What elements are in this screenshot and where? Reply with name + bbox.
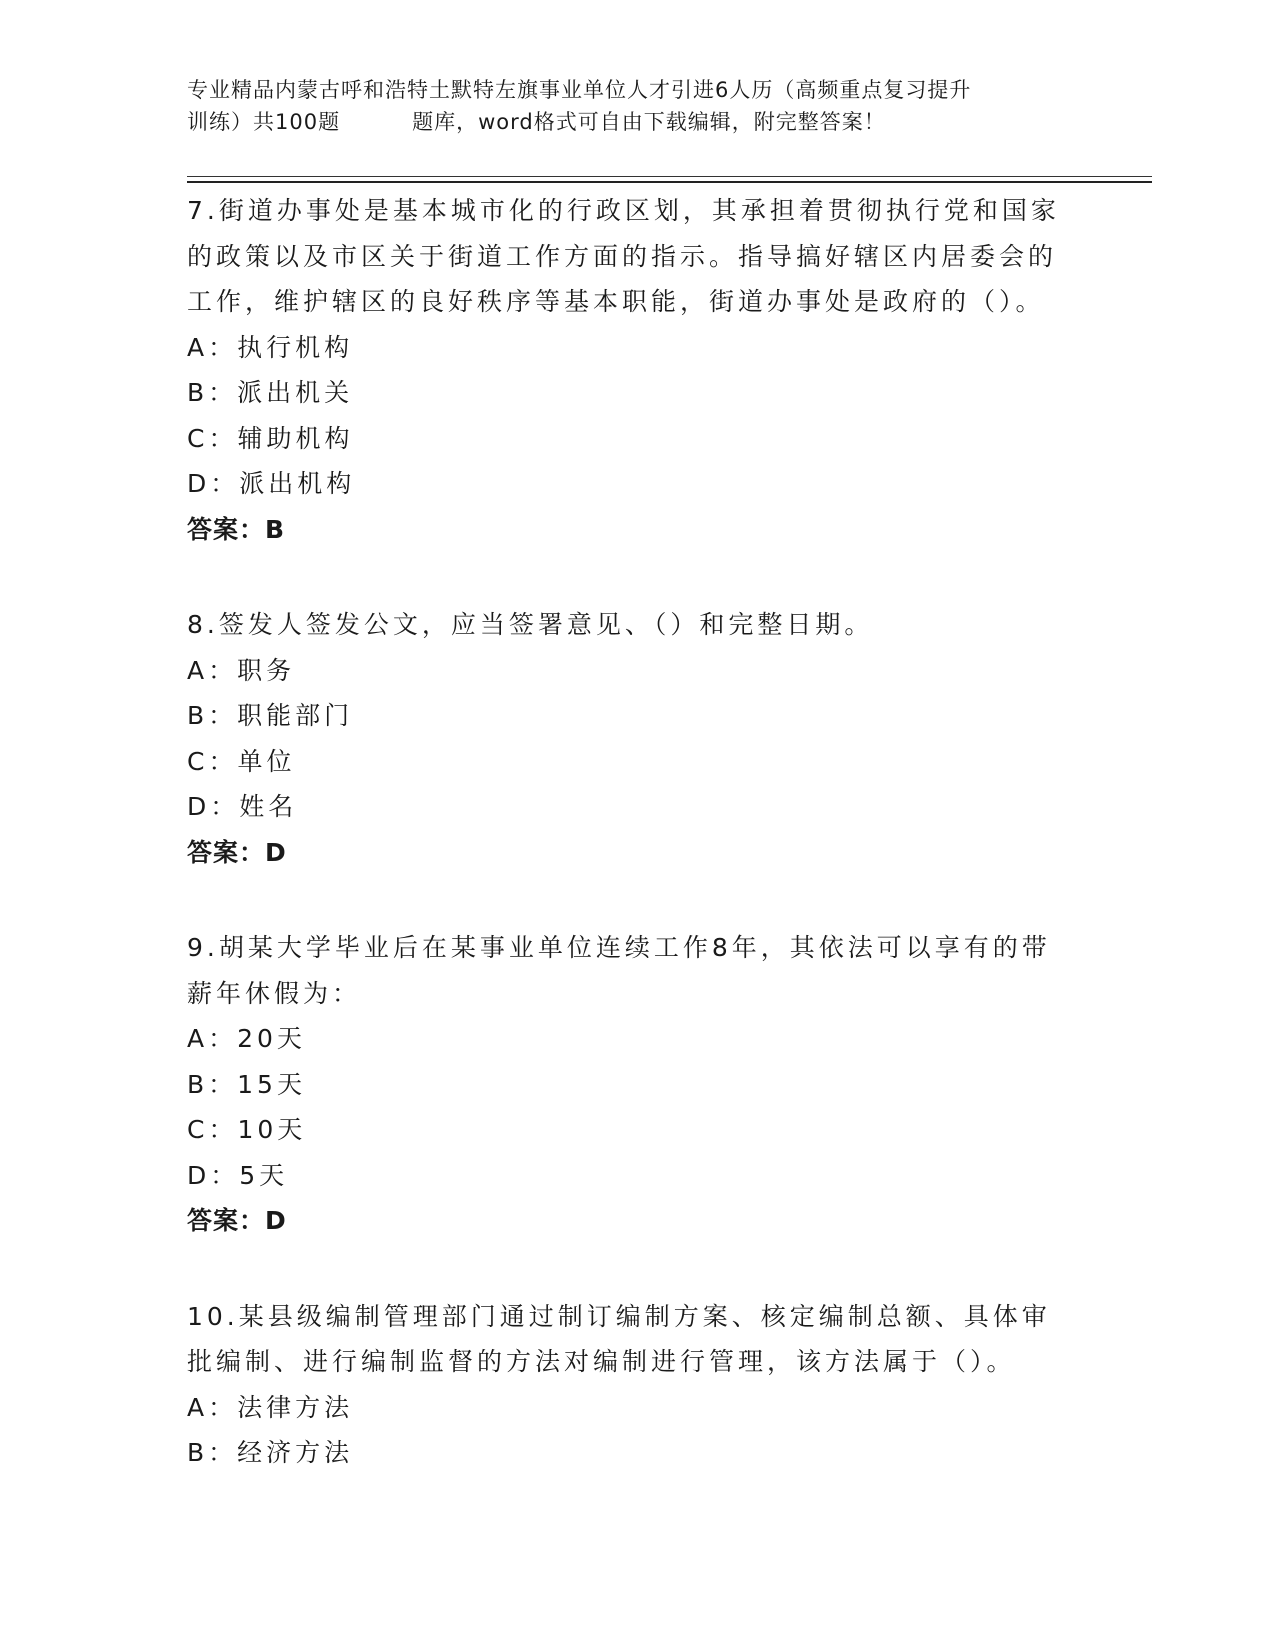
option-a: A：执行机构 bbox=[187, 332, 354, 362]
option-b: B：15天 bbox=[187, 1069, 306, 1099]
question-9 bbox=[187, 925, 1087, 1244]
question-stem: 8.签发人签发公文，应当签署意见、（）和完整日期。 bbox=[187, 610, 874, 639]
question-8 bbox=[187, 602, 1087, 875]
question-stem: 9.胡某大学毕业后在某事业单位连续工作8年，其依法可以享有的带薪年休假为： bbox=[187, 933, 1051, 1008]
option-d: D：姓名 bbox=[187, 792, 298, 821]
answer: 答案：D bbox=[187, 837, 287, 867]
question-10 bbox=[187, 1294, 1087, 1476]
question-list bbox=[187, 188, 1087, 1526]
option-a: A：法律方法 bbox=[187, 1392, 354, 1422]
answer: 答案：B bbox=[187, 514, 286, 544]
header-line-1: 专业精品内蒙古呼和浩特土默特左旗事业单位人才引进6人历（高频重点复习提升 bbox=[187, 78, 972, 102]
header-divider-thin bbox=[187, 176, 1152, 177]
question-stem: 7.街道办事处是基本城市化的行政区划，其承担着贯彻执行党和国家的政策以及市区关于街道工作方面的指示。指导搞好辖区内居委会的工作，维护辖区的良好秩序等基本职能，街道办事处是政府的（）。 bbox=[187, 196, 1060, 316]
option-a: A：20天 bbox=[187, 1024, 306, 1053]
option-c: C：单位 bbox=[187, 746, 296, 776]
option-b: B：派出机关 bbox=[187, 378, 354, 407]
header-divider-thick bbox=[187, 181, 1152, 183]
header-line-2-right: 题库，word格式可自由下载编辑，附完整答案！ bbox=[412, 110, 886, 134]
question-7 bbox=[187, 188, 1087, 552]
header-line-2 bbox=[187, 106, 1087, 138]
option-b: B：经济方法 bbox=[187, 1438, 354, 1467]
answer: 答案：D bbox=[187, 1206, 287, 1235]
header-line-2-left: 训练）共100题 bbox=[187, 110, 341, 134]
document-header bbox=[187, 74, 1087, 138]
option-c: C：辅助机构 bbox=[187, 423, 354, 453]
option-b: B：职能部门 bbox=[187, 701, 354, 730]
question-stem: 10.某县级编制管理部门通过制订编制方案、核定编制总额、具体审批编制、进行编制监督的方法对编制进行管理，该方法属于（）。 bbox=[187, 1301, 1051, 1376]
option-d: D：5天 bbox=[187, 1160, 289, 1190]
option-a: A：职务 bbox=[187, 655, 296, 685]
option-c: C：10天 bbox=[187, 1115, 307, 1144]
option-d: D：派出机构 bbox=[187, 469, 356, 498]
